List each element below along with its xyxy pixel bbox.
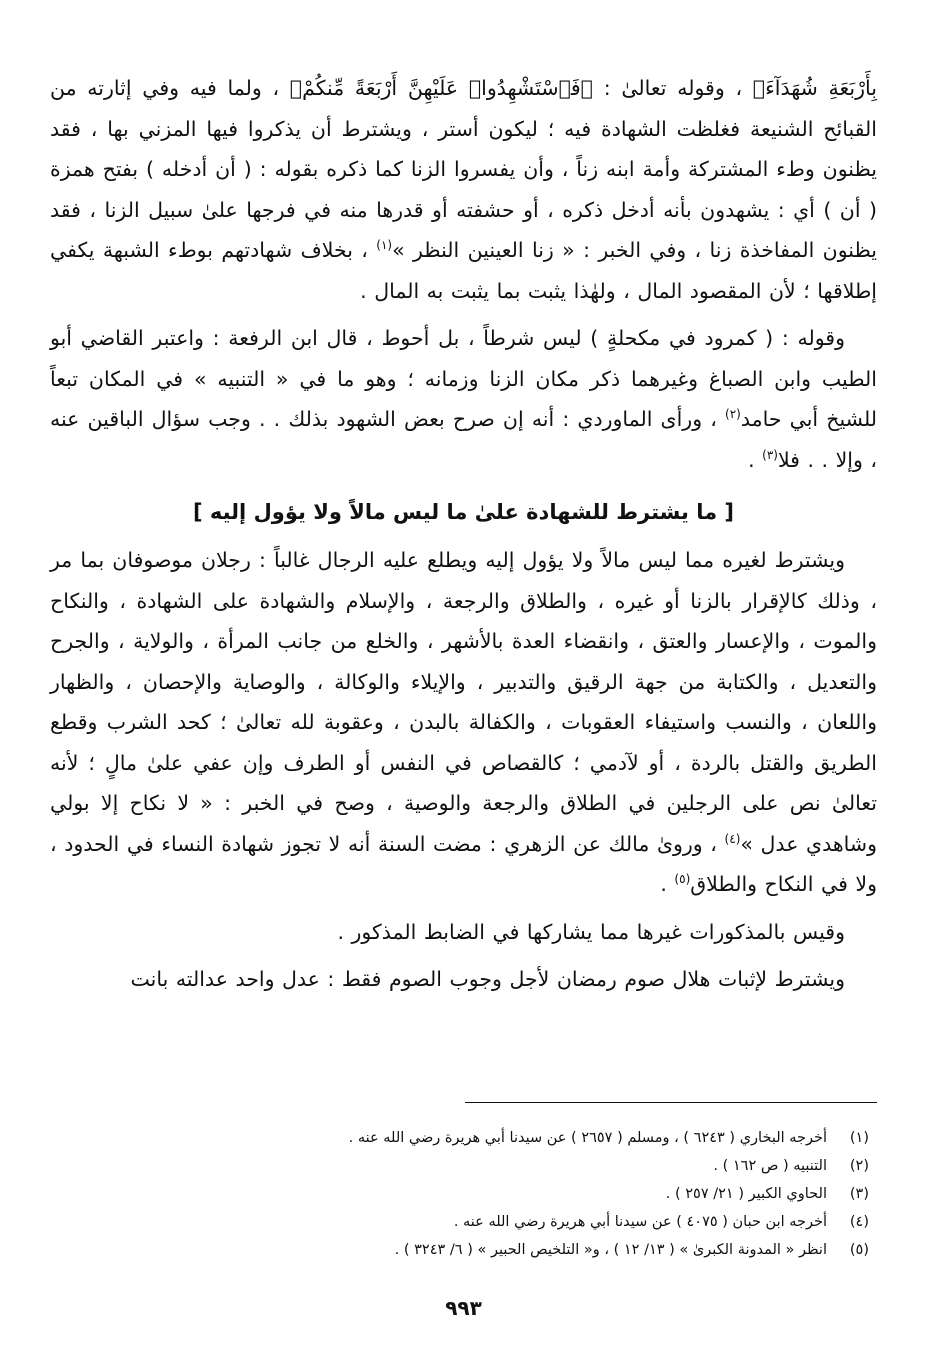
footnote-item: [60, 1124, 869, 1152]
footnote-item: [60, 1236, 869, 1264]
footnotes-section: [60, 1124, 869, 1264]
footnote-ref-3: (٣): [762, 447, 778, 462]
footnote-item: [60, 1152, 869, 1180]
paragraph-2-end: .: [748, 447, 763, 472]
paragraph-1-text: بِأَرْبَعَةِ شُهَدَآءَ﴾ ، وقوله تعالىٰ : ﴿فَٱسْتَشْهِدُوا۟ عَلَيْهِنَّ أَرْبَعَةً مِّنكُمْ﴾ ، ولما فيه وفي إثارته من القبائح الشنيعة فغلظت الشهادة فيه ؛ ليكون أستر ، ويشترط أن يذكروا فيها المزني بها ، فقد يظنون وطء المشتركة وأمة ابنه زناً ، وأن يفسروا الزنا كما ذكره بقوله : ( أن أدخله ) بفتح همزة ( أن ) أي : يشهدون بأنه أدخل ذكره ، أو حشفته أو قدرها منه في فرجها علىٰ سبيل الزنا ، فقد يظنون المفاخذة زنا ، وفي الخبر : « زنا العينين النظر »: [50, 76, 878, 262]
paragraph-5: ويشترط لإثبات هلال صوم رمضان لأجل وجوب الصوم فقط : عدل واحد عدالته بانت: [130, 967, 845, 991]
footnote-item: [60, 1180, 869, 1208]
footnote-text: الحاوي الكبير ( ٢١/ ٢٥٧ ) .: [665, 1186, 827, 1202]
footnote-number: (١): [849, 1130, 869, 1146]
footnote-text: أخرجه ابن حبان ( ٤٠٧٥ ) عن سيدنا أبي هريرة رضي الله عنه .: [453, 1214, 827, 1230]
page-number: ٩٩٣: [445, 1296, 482, 1320]
footnote-ref-1: (١): [376, 238, 393, 253]
footnote-ref-4: (٤): [724, 831, 741, 846]
paragraph-2-mid: ، ورأى الماوردي : أنه إن صرح بعض الشهود بذلك . . وجب سؤال الباقين عنه ، وإلا . . فلا: [50, 407, 877, 472]
paragraph-3-text: ويشترط لغيره مما ليس مالاً ولا يؤول إليه ويطلع عليه الرجال غالباً : رجلان موصوفان بما مر ، وذلك كالإقرار بالزنا أو غيره ، والطلاق والرجعة ، والإسلام والشهادة على الشهادة ، والنكاح والموت ، والإعسار والعتق ، وانقضاء العدة بالأشهر ، والخلع من جانب المرأة ، والولاية ، والجرح والتعديل ، والكتابة من جهة الرقيق والتدبير ، والإيلاء والوكالة ، والوصاية والإحصان ، والظهار واللعان ، والنسب واستيفاء العقوبات ، والكفالة بالبدن ، وعقوبة لله تعالىٰ ؛ كحد الشرب وقطع الطريق والقتل بالردة ، أو لآدمي ؛ كالقصاص في النفس أو الطرف وإن عفي علىٰ مالٍ ؛ لأنه تعالىٰ نص على الرجلين في الطلاق والرجعة والوصية ، وصح في الخبر : « لا نكاح إلا بولي وشاهدي عدل »: [50, 548, 877, 856]
footnote-number: (٤): [849, 1214, 869, 1230]
paragraph-3-mid: ، وروىٰ مالك عن الزهري : مضت السنة أنه لا تجوز شهادة النساء في الحدود ، ولا في النكاح والطلاق: [50, 831, 877, 896]
footnote-divider: [465, 1102, 877, 1103]
paragraph-2-text: وقوله : ( كمرود في مكحلةٍ ) ليس شرطاً ، بل أحوط ، قال ابن الرفعة : واعتبر القاضي أبو الطيب وابن الصباغ وغيرهما ذكر مكان الزنا وزمانه ؛ وهو ما في « التنبيه » في المكان تبعاً للشيخ أبي حامد: [50, 326, 877, 431]
paragraph-1: [50, 68, 877, 311]
footnote-ref-2: (٢): [725, 407, 741, 422]
paragraph-4: وقيس بالمذكورات غيرها مما يشاركها في الضابط المذكور .: [337, 919, 845, 944]
paragraph-3-end: .: [660, 872, 675, 896]
footnote-ref-5: (٥): [674, 872, 691, 887]
footnote-number: (٣): [849, 1186, 869, 1202]
footnote-text: انظر « المدونة الكبرىٰ » ( ١٣/ ١٢ ) ، و« التلخيص الحبير » ( ٦/ ٣٢٤٣ ) .: [394, 1242, 827, 1258]
section-heading: [ ما يشترط للشهادة علىٰ ما ليس مالاً ولا يؤول إليه ]: [192, 500, 735, 524]
footnote-number: (٢): [849, 1158, 869, 1174]
footnote-text: التنبيه ( ص ١٦٢ ) .: [713, 1158, 827, 1174]
footnote-item: [60, 1208, 869, 1236]
paragraph-1-end: ، بخلاف شهادتهم بوطء الشبهة يكفي إطلاقها ؛ لأن المقصود المال ، ولهٰذا يثبت بما يثبت به المال .: [50, 238, 877, 303]
paragraph-2: [50, 318, 877, 480]
paragraph-3: [50, 540, 877, 905]
footnote-text: أخرجه البخاري ( ٦٢٤٣ ) ، ومسلم ( ٢٦٥٧ ) عن سيدنا أبي هريرة رضي الله عنه .: [348, 1130, 827, 1146]
footnote-number: (٥): [849, 1242, 869, 1258]
